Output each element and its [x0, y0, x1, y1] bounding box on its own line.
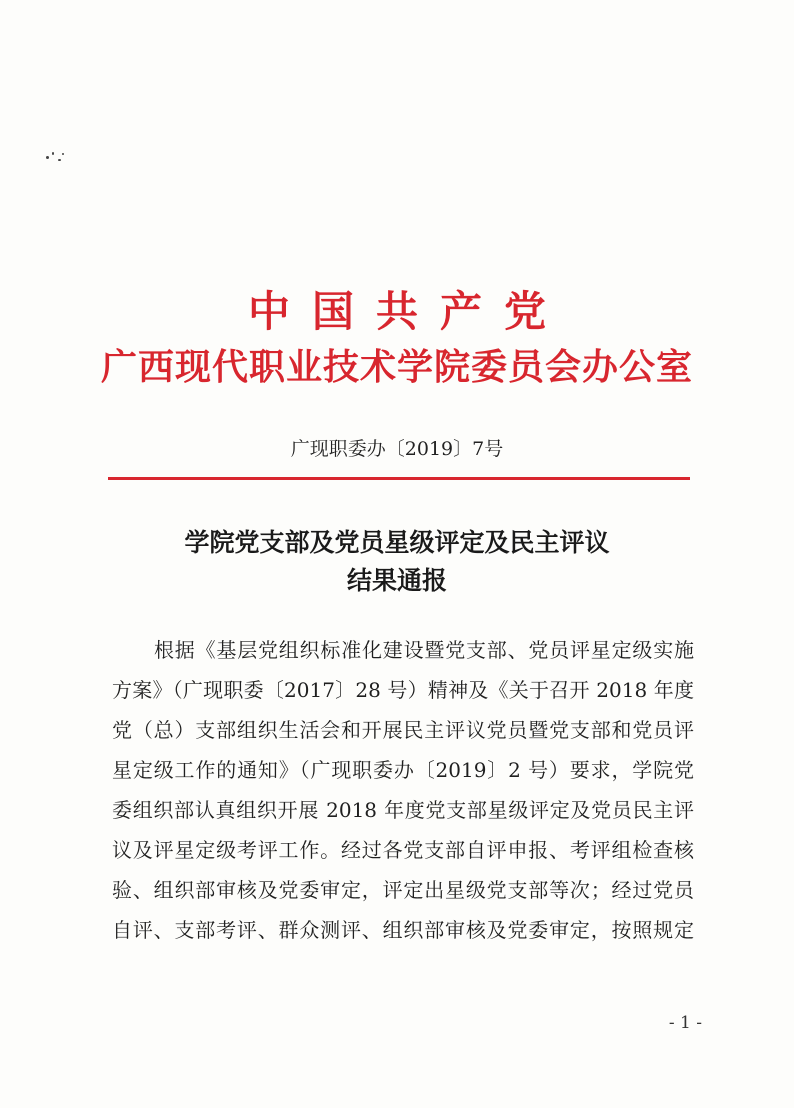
body-paragraph	[112, 630, 694, 950]
body-line: 验、组织部审核及党委审定，评定出星级党支部等次；经过党员	[112, 878, 694, 902]
body-line: 根据《基层党组织标准化建设暨党支部、党员评星定级实施	[154, 638, 694, 662]
issuer-name-line1: 中国共产党	[247, 287, 568, 336]
body-line: 自评、支部考评、群众测评、组织部审核及党委审定，按照规定	[112, 918, 694, 942]
page-number: - 1 -	[668, 1013, 702, 1033]
body-line: 委组织部认真组织开展 2018 年度党支部星级评定及党员民主评	[112, 798, 694, 822]
scan-speck	[52, 152, 54, 155]
body-line: 党（总）支部组织生活会和开展民主评议党员暨党支部和党员评	[112, 718, 694, 742]
red-separator-line	[108, 477, 690, 480]
body-line: 议及评星定级考评工作。经过各党支部自评申报、考评组检查核	[112, 838, 694, 862]
document-number: 广现职委办〔2019〕7号	[290, 438, 504, 460]
document-title-line1: 学院党支部及党员星级评定及民主评议	[184, 528, 610, 557]
document-title-line2: 结果通报	[346, 566, 447, 595]
document-title	[0, 524, 794, 600]
body-line: 星定级工作的通知》（广现职委办〔2019〕2 号）要求，学院党	[112, 758, 694, 782]
issuer-name-line2: 广西现代职业技术学院委员会办公室	[100, 347, 693, 388]
scan-speck	[46, 156, 49, 159]
scan-speck	[62, 153, 64, 155]
scan-speck	[58, 159, 61, 161]
body-line: 方案》（广现职委〔2017〕28 号）精神及《关于召开 2018 年度	[112, 678, 694, 702]
